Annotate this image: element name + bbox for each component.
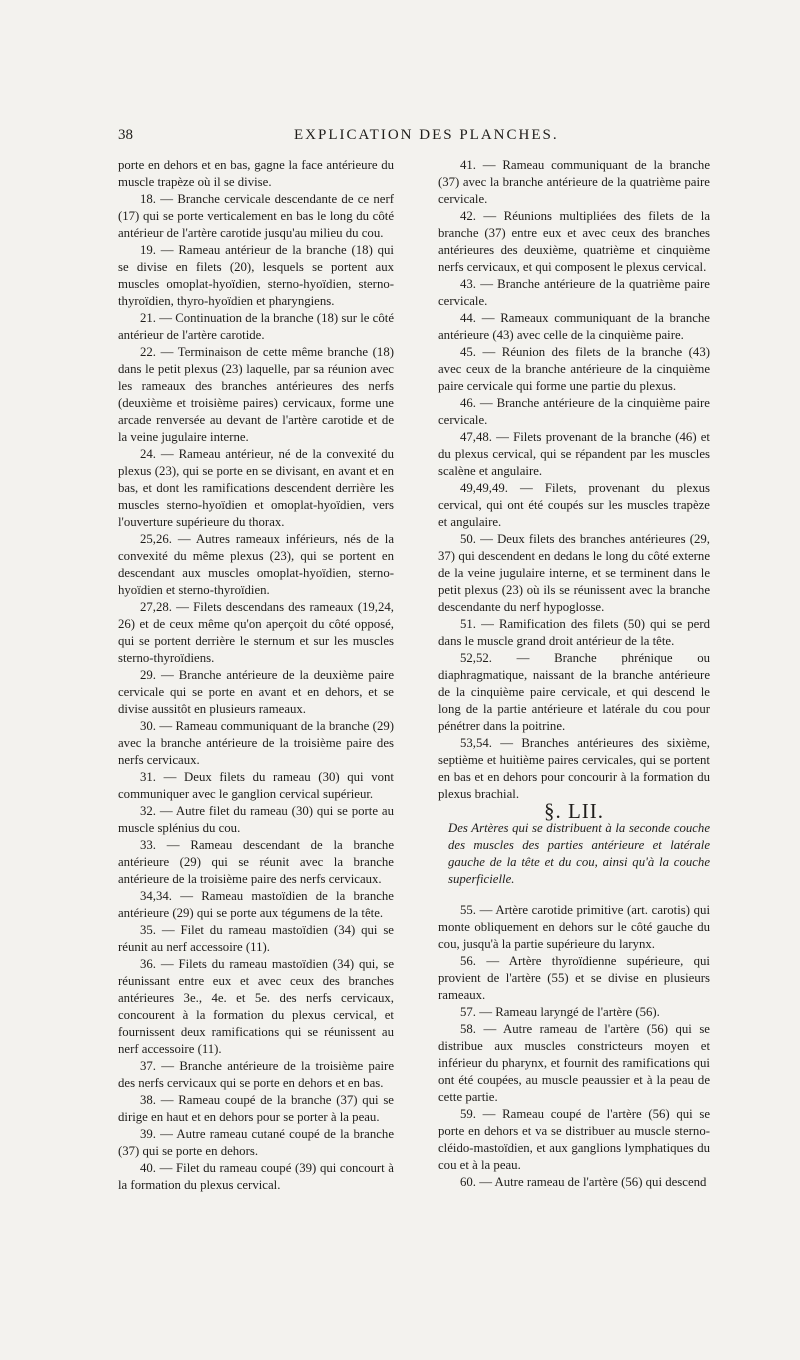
paragraph: 49,49,49. — Filets, provenant du plexus cervical, qui ont été coupés sur les muscles trapèze et angulaire. (438, 481, 710, 529)
paragraph: 24. — Rameau antérieur, né de la convexité du plexus (23), qui se porte en se divisant, en avant et en bas, et dont les ramifications descendent derrière les muscles sterno-hyoïdien et omoplat-hyoïdien, vers l'ouverture supérieure du thorax. (118, 447, 394, 529)
paragraph: 60. — Autre rameau de l'artère (56) qui descend (460, 1175, 707, 1189)
paragraph: 45. — Réunion des filets de la branche (43) avec ceux de la branche antérieure de la cinquième paire cervicale qui forme une partie du plexus. (438, 345, 710, 393)
paragraph: 25,26. — Autres rameaux inférieurs, nés de la convexité du même plexus (23), qui se portent en descendant aux muscles omoplat-hyoïdien, sterno-hyoïdien et sterno-thyroïdien. (118, 532, 394, 597)
paragraph: 27,28. — Filets descendans des rameaux (19,24, 26) et de ceux même qu'on aperçoit du côté opposé, qui se portent derrière le sternum et sur les muscles sterno-thyroïdiens. (118, 600, 394, 665)
paragraph: 50. — Deux filets des branches antérieures (29, 37) qui descendent en dedans le long du côté externe de la veine jugulaire interne, et se terminent dans le petit plexus (23) où ils se réunissent avec la branche descendante du nerf hypoglosse. (438, 532, 710, 614)
paragraph: 37. — Branche antérieure de la troisième paire des nerfs cervicaux qui se porte en dehors et en bas. (118, 1059, 394, 1090)
section-title: §. LII. (543, 799, 605, 823)
paragraph: 30. — Rameau communiquant de la branche (29) avec la branche antérieure de la troisième paire des nerfs cervicaux. (118, 719, 394, 767)
paragraph: 55. — Artère carotide primitive (art. carotis) qui monte obliquement en dehors sur le côté gauche du cou, jusqu'à la partie supérieure du larynx. (438, 903, 710, 951)
paragraph: 39. — Autre rameau cutané coupé de la branche (37) qui se porte en dehors. (118, 1127, 394, 1158)
paragraph: 43. — Branche antérieure de la quatrième paire cervicale. (438, 277, 710, 308)
paragraph: 44. — Rameaux communiquant de la branche antérieure (43) avec celle de la cinquième paire. (438, 311, 710, 342)
paragraph: 32. — Autre filet du rameau (30) qui se porte au muscle splénius du cou. (118, 804, 394, 835)
paragraph: 21. — Continuation de la branche (18) sur le côté antérieur de l'artère carotide. (118, 311, 394, 342)
paragraph: 42. — Réunions multipliées des filets de la branche (37) entre eux et avec ceux des branches antérieures des deuxième, quatrième et cinquième nerfs cervicaux, et qui composent le plexus cervical. (438, 209, 710, 274)
paragraph: 34,34. — Rameau mastoïdien de la branche antérieure (29) qui se porte aux tégumens de la tête. (118, 889, 394, 920)
right-column (438, 157, 710, 1191)
paragraph: 22. — Terminaison de cette même branche (18) dans le petit plexus (23) laquelle, par sa réunion avec les rameaux des branches antérieures des nerfs (deuxième et troisième paires) cervicaux, forme une arcade renversée au devant de l'artère carotide et de la veine jugulaire interne. (118, 345, 394, 444)
paragraph: 31. — Deux filets du rameau (30) qui vont communiquer avec le ganglion cervical supérieur. (118, 770, 394, 801)
section-description: Des Artères qui se distribuent à la seconde couche des muscles des parties antérieure et latérale gauche de la tête et du cou, ainsi qu'à la couche superficielle. (448, 821, 710, 886)
paragraph: 40. — Filet du rameau coupé (39) qui concourt à la formation du plexus cervical. (118, 1161, 394, 1192)
paragraph: 51. — Ramification des filets (50) qui se perd dans le muscle grand droit antérieur de la tête. (438, 617, 710, 648)
paragraph: 59. — Rameau coupé de l'artère (56) qui se porte en dehors et va se distribuer au muscle sterno-cléido-mastoïdien, et aux ganglions lymphatiques du cou et à la peau. (438, 1107, 710, 1172)
paragraph: 19. — Rameau antérieur de la branche (18) qui se divise en filets (20), lesquels se portent aux muscles omoplat-hyoïdien, sterno-hyoïdien, sterno-thyroïdien, thyro-hyoïdien et pharyngiens. (118, 243, 394, 308)
running-title: EXPLICATION DES PLANCHES. (294, 127, 559, 143)
left-column (118, 157, 394, 1194)
paragraph: 46. — Branche antérieure de la cinquième paire cervicale. (438, 396, 710, 427)
paragraph: 18. — Branche cervicale descendante de ce nerf (17) qui se porte verticalement en bas le long du côté antérieur de l'artère carotide jusqu'au milieu du cou. (118, 192, 394, 240)
page-header (118, 127, 710, 149)
paragraph: 56. — Artère thyroïdienne supérieure, qui provient de l'artère (55) et se divise en plusieurs rameaux. (438, 954, 710, 1002)
paragraph: 58. — Autre rameau de l'artère (56) qui se distribue aux muscles constricteurs moyen et inférieur du pharynx, et fournit des ramifications qui ont été coupées, au muscle peaussier et à la peau de cette partie. (438, 1022, 710, 1104)
paragraph: 35. — Filet du rameau mastoïdien (34) qui se réunit au nerf accessoire (11). (118, 923, 394, 954)
paragraph: 41. — Rameau communiquant de la branche (37) avec la branche antérieure de la quatrième paire cervicale. (438, 158, 710, 206)
page-number: 38 (118, 127, 133, 143)
paragraph: 53,54. — Branches antérieures des sixième, septième et huitième paires cervicales, qui se portent en bas et en dehors pour concourir à la formation du plexus brachial. (438, 736, 710, 801)
paragraph: porte en dehors et en bas, gagne la face antérieure du muscle trapèze où il se divise. (118, 158, 394, 189)
paragraph: 29. — Branche antérieure de la deuxième paire cervicale qui se porte en avant et en dehors, et se divise aussitôt en plusieurs rameaux. (118, 668, 394, 716)
paragraph: 57. — Rameau laryngé de l'artère (56). (460, 1005, 660, 1019)
paragraph: 33. — Rameau descendant de la branche antérieure (29) qui se réunit avec la branche antérieure de la troisième paire des nerfs cervicaux. (118, 838, 394, 886)
paragraph: 36. — Filets du rameau mastoïdien (34) qui, se réunissant entre eux et avec ceux des branches antérieures 3e., 4e. et 5e. des nerfs cervicaux, concourent à la formation du plexus cervical, et fournissent deux ramifications qui se réunissent au nerf accessoire (11). (118, 957, 394, 1056)
paragraph: 47,48. — Filets provenant de la branche (46) et du plexus cervical, qui se répandent par les muscles scalène et angulaire. (438, 430, 710, 478)
paragraph: 52,52. — Branche phrénique ou diaphragmatique, naissant de la branche antérieure de la cinquième paire cervicale, et qui descend le long de la partie antérieure et latérale du cou pour pénétrer dans la poitrine. (438, 651, 710, 733)
paragraph: 38. — Rameau coupé de la branche (37) qui se dirige en haut et en dehors pour se porter à la peau. (118, 1093, 394, 1124)
